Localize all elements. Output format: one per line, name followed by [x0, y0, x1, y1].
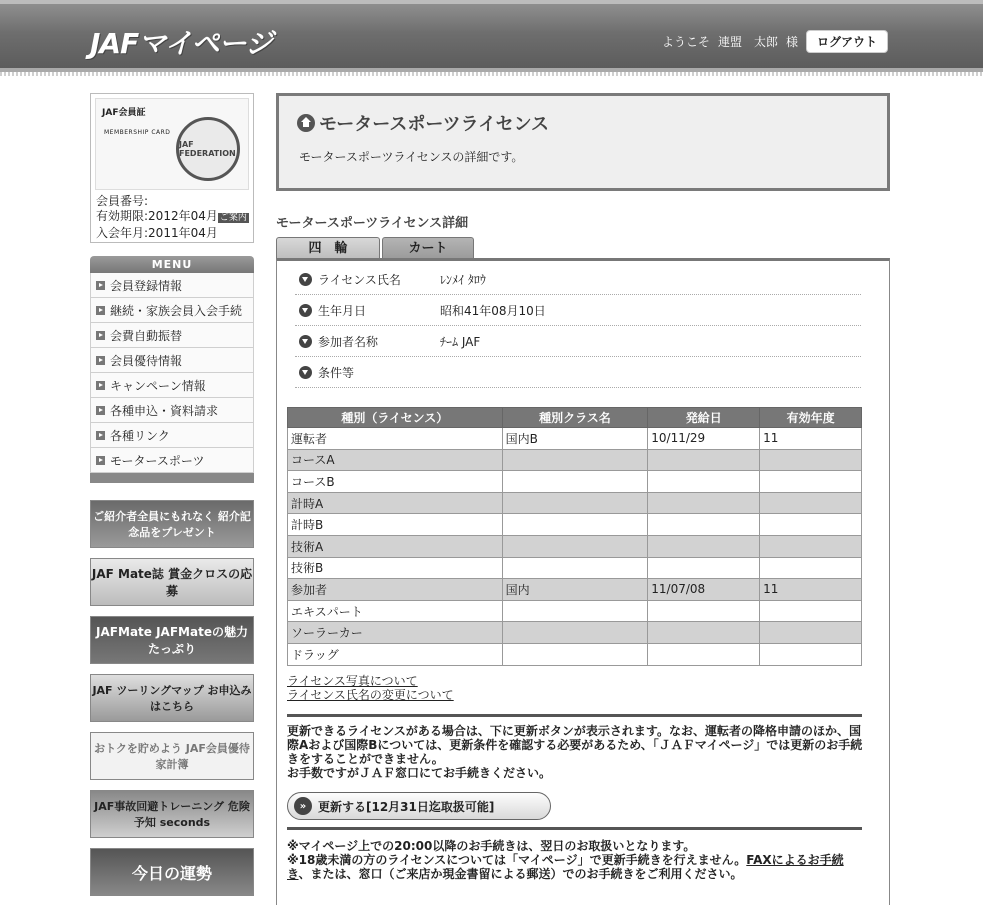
- detail-label: 条件等: [318, 365, 355, 380]
- renew-button-label: 更新する[12月31日迄取扱可能]: [318, 799, 495, 814]
- table-cell: [648, 514, 760, 536]
- table-cell: ドラッグ: [288, 643, 503, 665]
- sidebar-item-member-info[interactable]: [90, 273, 254, 298]
- expiry-row: [96, 209, 249, 226]
- sidebar-item-campaign[interactable]: [90, 373, 254, 398]
- seal-text: JAF FEDERATION: [179, 140, 236, 158]
- card-subtitle: MEMBERSHIP CARD: [104, 129, 171, 136]
- detail-value: 昭和41年08月10日: [440, 303, 546, 318]
- table-row: [288, 471, 862, 493]
- table-cell: コースA: [288, 449, 503, 471]
- jaf-seal-icon: [176, 117, 240, 181]
- table-row: [288, 514, 862, 536]
- sidebar-item-label: 会員登録情報: [110, 278, 183, 293]
- welcome-text: ようこそ: [661, 35, 710, 49]
- table-cell: エキスパート: [288, 600, 503, 622]
- column-header: 有効年度: [760, 408, 862, 428]
- renew-button[interactable]: [287, 792, 551, 820]
- banner-jafmate[interactable]: JAFMate JAFMateの魅力たっぷり: [90, 616, 254, 664]
- detail-label: 生年月日: [318, 303, 367, 318]
- banner-fortune[interactable]: 今日の運勢: [90, 848, 254, 896]
- footnote-after-hours: ※マイページ上での20:00以降のお手続きは、翌日のお取扱いとなります。: [287, 839, 696, 853]
- renewal-notice: [287, 724, 867, 780]
- table-cell: 技術B: [288, 557, 503, 579]
- page-title: [297, 110, 549, 136]
- membership-card-image: [95, 98, 249, 190]
- table-row: [288, 557, 862, 579]
- license-panel: [276, 258, 890, 905]
- table-cell: 11: [760, 579, 862, 601]
- table-cell: [760, 449, 862, 471]
- arrow-right-icon: [96, 456, 105, 465]
- table-cell: [502, 471, 648, 493]
- table-cell: ソーラーカー: [288, 622, 503, 644]
- renewal-notice-text: 更新できるライセンスがある場合は、下に更新ボタンが表示されます。なお、運転者の降格申請のほか、国際Aおよび国際Bについては、更新条件を確認する必要があるため、「ＪＡＦマイページ」では更新のお手続きをすることができません。: [287, 724, 863, 766]
- joined-date: 入会年月:2011年04月: [96, 226, 218, 240]
- table-cell: [502, 449, 648, 471]
- table-cell: [760, 643, 862, 665]
- divider: [287, 827, 862, 830]
- sidebar-item-renewal[interactable]: [90, 298, 254, 323]
- chevron-down-icon: [299, 366, 312, 379]
- sidebar-item-auto-debit[interactable]: [90, 323, 254, 348]
- column-header: 種別クラス名: [502, 408, 648, 428]
- sidebar-item-label: 会員優待情報: [110, 353, 183, 368]
- table-row: [288, 428, 862, 450]
- banner-crossword[interactable]: JAF Mate誌 賞金クロスの応募: [90, 558, 254, 606]
- detail-row-birthdate: [295, 295, 861, 326]
- sidebar-item-label: 継続・家族会員入会手続: [110, 303, 243, 318]
- column-header: 発給日: [648, 408, 760, 428]
- member-card: [90, 93, 254, 243]
- table-cell: [502, 557, 648, 579]
- user-name: 連盟 太郎: [717, 35, 778, 49]
- sidebar-item-links[interactable]: [90, 423, 254, 448]
- jaf-mypage-logo[interactable]: JAFマイページ: [90, 27, 273, 60]
- menu-footer: [90, 473, 254, 483]
- banner-referral[interactable]: ご紹介者全員にもれなく 紹介記念品をプレゼント: [90, 500, 254, 548]
- arrow-right-icon: [96, 331, 105, 340]
- table-cell: [760, 557, 862, 579]
- table-cell: [648, 643, 760, 665]
- license-table: [287, 407, 862, 666]
- card-title: JAF会員証: [102, 108, 146, 118]
- table-cell: 運転者: [288, 428, 503, 450]
- site-header: [0, 0, 983, 72]
- arrow-right-icon: [96, 306, 105, 315]
- intro-box: [276, 93, 890, 191]
- chevron-down-icon: [299, 304, 312, 317]
- sidebar-item-label: モータースポーツ: [110, 453, 205, 468]
- banner-hazard-training[interactable]: JAF事故回避トレーニング 危険予知 seconds: [90, 790, 254, 838]
- detail-row-conditions: [295, 357, 861, 388]
- detail-row-license-name: [295, 264, 861, 295]
- column-header: 種別（ライセンス）: [288, 408, 503, 428]
- table-cell: 技術A: [288, 535, 503, 557]
- table-cell: [648, 557, 760, 579]
- sidebar-item-label: 会費自動振替: [110, 328, 183, 343]
- banner-touring-map[interactable]: JAF ツーリングマップ お申込みはこちら: [90, 674, 254, 722]
- sidebar-item-label: 各種リンク: [110, 428, 170, 443]
- table-cell: 国内: [502, 579, 648, 601]
- table-header-row: [288, 408, 862, 428]
- table-cell: 10/11/29: [648, 428, 760, 450]
- table-row: [288, 643, 862, 665]
- divider: [287, 714, 862, 717]
- table-cell: [648, 449, 760, 471]
- table-cell: 参加者: [288, 579, 503, 601]
- arrow-right-icon: [96, 281, 105, 290]
- tab-four-wheel[interactable]: 四 輪: [276, 237, 380, 259]
- chevron-down-icon: [299, 335, 312, 348]
- table-cell: [760, 514, 862, 536]
- fax-procedure-link[interactable]: FAXによるお手続き: [287, 853, 844, 881]
- table-cell: [760, 492, 862, 514]
- user-area: [662, 30, 888, 53]
- arrow-right-icon: [96, 381, 105, 390]
- table-cell: [648, 535, 760, 557]
- footnote-under-18-tail: 、または、窓口（ご来店か現金書留による郵送）でのお手続きをご利用ください。: [298, 867, 743, 881]
- sidebar-item-label: 各種申込・資料請求: [110, 403, 219, 418]
- table-cell: [760, 600, 862, 622]
- table-cell: [502, 643, 648, 665]
- detail-label: 参加者名称: [318, 334, 379, 349]
- table-row: [288, 492, 862, 514]
- arrow-right-icon: [96, 431, 105, 440]
- table-cell: [648, 622, 760, 644]
- menu-heading: MENU: [90, 256, 254, 273]
- table-cell: 11/07/08: [648, 579, 760, 601]
- table-cell: 計時B: [288, 514, 503, 536]
- table-cell: [502, 600, 648, 622]
- table-row: [288, 449, 862, 471]
- sidebar-item-applications[interactable]: [90, 398, 254, 423]
- table-cell: [502, 535, 648, 557]
- license-photo-link[interactable]: ライセンス写真について: [287, 674, 418, 688]
- card-info: [96, 194, 249, 241]
- footnote-under-18: ※18歳未満の方のライセンスについては「マイページ」で更新手続きを行えません。: [287, 853, 747, 867]
- detail-label: ライセンス氏名: [318, 272, 401, 287]
- chevron-down-icon: [299, 273, 312, 286]
- expiry-date: 有効期限:2012年04月: [96, 209, 218, 223]
- table-cell: [648, 471, 760, 493]
- double-chevron-right-icon: »: [294, 797, 312, 815]
- table-cell: [502, 492, 648, 514]
- page-description: モータースポーツライセンスの詳細です。: [299, 150, 524, 164]
- table-row: [288, 600, 862, 622]
- table-cell: [502, 622, 648, 644]
- arrow-right-icon: [96, 406, 105, 415]
- table-row: [288, 579, 862, 601]
- detail-row-entrant-name: [295, 326, 861, 357]
- table-cell: [760, 535, 862, 557]
- sidebar-item-motorsports[interactable]: [90, 448, 254, 473]
- sidebar-item-benefits[interactable]: [90, 348, 254, 373]
- table-cell: [760, 471, 862, 493]
- table-cell: [502, 514, 648, 536]
- section-title: モータースポーツライセンス詳細: [276, 216, 469, 231]
- table-cell: コースB: [288, 471, 503, 493]
- expiry-guide-badge[interactable]: ご案内: [219, 213, 247, 223]
- table-cell: [648, 492, 760, 514]
- member-number: 会員番号:: [96, 194, 149, 208]
- page-title-text: モータースポーツライセンス: [319, 114, 550, 135]
- renewal-notice-contact: お手数ですがＪＡＦ窓口にてお手続きください。: [287, 766, 552, 780]
- table-cell: [760, 622, 862, 644]
- license-name-change-link[interactable]: ライセンス氏名の変更について: [287, 688, 454, 702]
- table-row: [288, 622, 862, 644]
- table-cell: 計時A: [288, 492, 503, 514]
- logout-button[interactable]: ログアウト: [806, 30, 888, 53]
- detail-value: ﾁｰﾑ JAF: [440, 334, 481, 349]
- honorific: 様: [785, 35, 798, 49]
- home-icon: [297, 114, 315, 132]
- sidebar-menu: [90, 256, 254, 483]
- table-cell: [648, 600, 760, 622]
- arrow-right-icon: [96, 356, 105, 365]
- sidebar-item-label: キャンペーン情報: [110, 378, 206, 393]
- table-cell: 11: [760, 428, 862, 450]
- table-row: [288, 535, 862, 557]
- tab-kart[interactable]: カート: [382, 237, 474, 259]
- detail-value: ﾚﾝﾒｲ ﾀﾛｳ: [440, 272, 486, 287]
- banner-household-book[interactable]: おトクを貯めよう JAF会員優待家計簿: [90, 732, 254, 780]
- footnotes: [287, 839, 867, 881]
- table-cell: 国内B: [502, 428, 648, 450]
